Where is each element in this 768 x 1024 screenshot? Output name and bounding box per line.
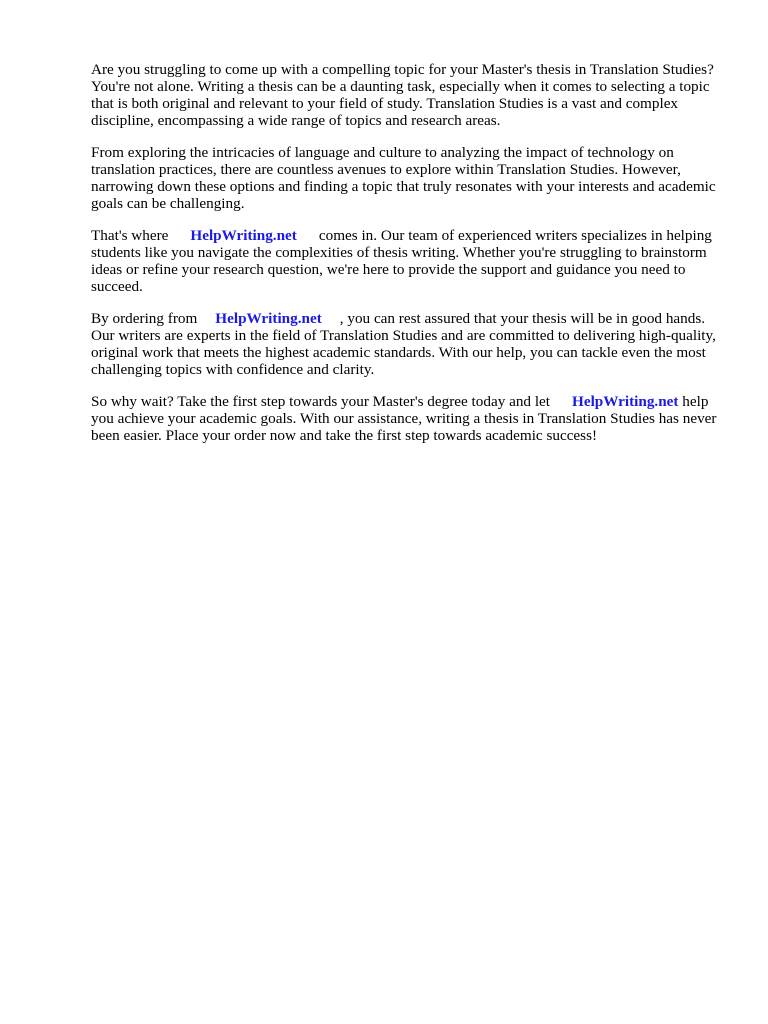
paragraph-text-after: , you can rest assured that your thesis will be in good hands. Our writers are experts in the field of Translation Studies and are committed to delivering high-quality, original work that meets the highest academic standards. With our help, you can tackle even the most challenging topics with confidence and clarity. (91, 310, 716, 378)
paragraph-text: Are you struggling to come up with a compelling topic for your Master's thesis in Translation Studies? You're not alone. Writing a thesis can be a daunting task, especially when it comes to selecting a topic that is both original and relevant to your field of study. Translation Studies is a vast and complex discipline, encompassing a wide range of topics and research areas. (91, 61, 714, 129)
helpwriting-link[interactable]: HelpWriting.net (215, 310, 322, 327)
helpwriting-link[interactable]: HelpWriting.net (572, 393, 679, 410)
paragraph-text-before: That's where (91, 227, 169, 244)
paragraph-text-after: help you achieve your academic goals. With our assistance, writing a thesis in Translation Studies has never been easier. Place your order now and take the first step towards academic success! (91, 393, 717, 444)
helpwriting-link[interactable]: HelpWriting.net (190, 227, 297, 244)
paragraph-service (91, 227, 731, 295)
paragraph-call-to-action (91, 393, 731, 444)
paragraph-text-before: So why wait? Take the first step towards your Master's degree today and let (91, 393, 551, 410)
paragraph-text-before: By ordering from (91, 310, 198, 327)
document-body (91, 61, 731, 459)
paragraph-text: From exploring the intricacies of language and culture to analyzing the impact of technology on translation practices, there are countless avenues to explore within Translation Studies. However, narrowing down these options and finding a topic that truly resonates with your interests and academic goals can be challenging. (91, 144, 716, 212)
paragraph-text-after: comes in. Our team of experienced writers specializes in helping students like you navigate the complexities of thesis writing. Whether you're struggling to brainstorm ideas or refine your research question, we're here to provide the support and guidance you need to succeed. (91, 227, 712, 295)
paragraph-intro (91, 61, 731, 129)
paragraph-topics (91, 144, 731, 212)
paragraph-ordering (91, 310, 731, 378)
